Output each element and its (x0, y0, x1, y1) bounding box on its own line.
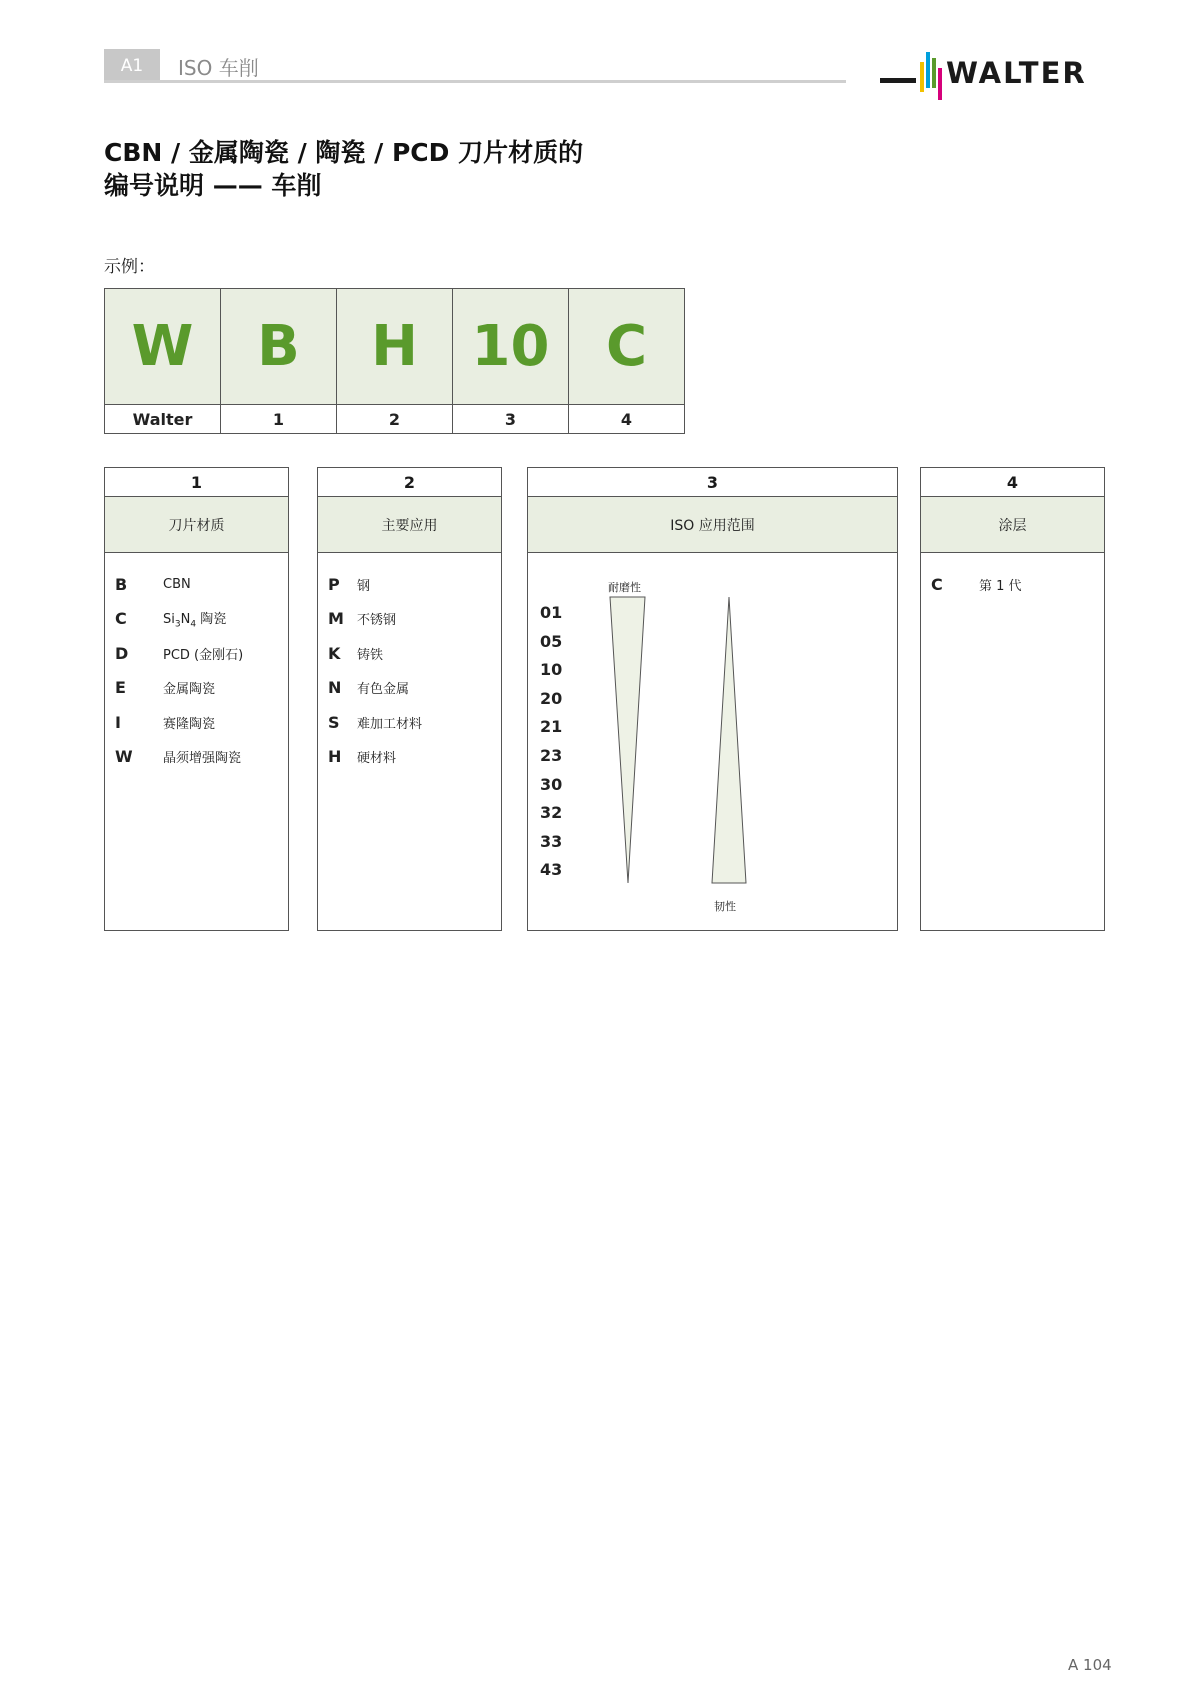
list-code: N (328, 678, 342, 698)
iso-grade: 05 (540, 631, 563, 651)
list-text: 钢 (357, 578, 371, 594)
list-text: 第 1 代 (979, 578, 1022, 594)
list-text: PCD (金刚石) (163, 647, 244, 663)
list-item (115, 671, 288, 706)
iso-grade: 33 (540, 831, 563, 851)
iso-grade: 10 (540, 660, 563, 680)
panel-number: 3 (528, 468, 897, 497)
panel-number: 1 (105, 468, 288, 497)
title-line-1: CBN / 金属陶瓷 / 陶瓷 / PCD 刀片材质的 (104, 138, 584, 167)
panel-coating (920, 467, 1105, 931)
wear-resistance-label: 耐磨性 (608, 581, 641, 594)
panel-heading: ISO 应用范围 (528, 497, 897, 553)
code-cell (220, 288, 337, 434)
list-item (115, 705, 288, 740)
list-code: I (115, 712, 121, 732)
code-position-label: 1 (272, 409, 285, 429)
logo-black-bar (880, 78, 916, 83)
code-letter: B (221, 289, 336, 405)
wear-resistance-wedge (610, 597, 645, 883)
list-text (163, 608, 226, 630)
logo-wordmark: WALTER (946, 56, 1087, 90)
logo-stripe-green (932, 58, 936, 88)
iso-grade: 21 (540, 717, 563, 737)
list-item (328, 636, 501, 671)
list-item (115, 636, 288, 671)
code-cell (104, 288, 221, 434)
formula-n: N (180, 611, 191, 627)
formula-si: Si (163, 611, 175, 627)
code-letter: W (105, 289, 220, 405)
list-code: D (115, 643, 129, 663)
example-label: 示例： (104, 257, 155, 277)
iso-wedges (528, 553, 897, 931)
code-position-label: 3 (504, 409, 517, 429)
iso-grade: 20 (540, 688, 563, 708)
list-item (328, 671, 501, 706)
panel-iso-range (527, 467, 898, 931)
list-code: B (115, 574, 128, 594)
list-code: M (328, 609, 344, 629)
list-text: 金属陶瓷 (163, 682, 216, 698)
list-item (328, 740, 501, 775)
list-text: CBN (163, 576, 191, 592)
formula-sub-3: 3 (174, 619, 181, 630)
toughness-label: 韧性 (714, 900, 736, 913)
logo-stripe-blue (926, 52, 930, 88)
section-title: ISO 车削 (178, 56, 259, 80)
list-code: P (328, 574, 340, 594)
list-text: 不锈钢 (357, 613, 397, 629)
list-item (931, 567, 1104, 602)
page-title (104, 136, 804, 202)
list-text: 硬材料 (357, 751, 397, 767)
list-code: C (931, 574, 943, 594)
code-letter: 10 (453, 289, 568, 405)
iso-grade: 30 (540, 774, 563, 794)
toughness-wedge (712, 597, 746, 883)
code-letter: H (337, 289, 452, 405)
list-text: 晶须增强陶瓷 (163, 751, 242, 767)
panel-heading: 涂层 (921, 497, 1104, 553)
coating-list (921, 553, 1104, 602)
list-item (328, 567, 501, 602)
list-item (328, 602, 501, 637)
list-text: 难加工材料 (357, 716, 423, 732)
iso-grade: 32 (540, 803, 563, 823)
panel-main-application (317, 467, 502, 931)
code-cell (452, 288, 569, 434)
panel-number: 4 (921, 468, 1104, 497)
title-line-2: 编号说明 —— 车削 (104, 171, 322, 200)
iso-grade: 01 (540, 603, 563, 622)
list-item (328, 705, 501, 740)
panel-heading: 刀片材质 (105, 497, 288, 553)
code-letter: C (569, 289, 684, 405)
material-list (105, 553, 288, 774)
list-code: C (115, 609, 127, 629)
code-example (104, 288, 684, 434)
logo-stripe-yellow (920, 62, 924, 92)
header-divider (104, 80, 846, 83)
list-text: 铸铁 (357, 647, 384, 663)
section-badge: A1 (104, 49, 160, 83)
code-cell (336, 288, 453, 434)
code-position-label: 2 (388, 409, 401, 429)
panel-heading: 主要应用 (318, 497, 501, 553)
page-number: A 104 (1068, 1656, 1112, 1674)
formula-sub-4: 4 (190, 619, 197, 630)
list-text: 有色金属 (357, 682, 410, 698)
list-code: K (328, 643, 341, 663)
list-code: H (328, 747, 342, 767)
list-code: S (328, 712, 340, 732)
iso-grade: 43 (540, 860, 563, 880)
iso-grade: 23 (540, 746, 563, 765)
logo-stripe-magenta (938, 68, 942, 100)
code-position-label: 4 (620, 409, 633, 429)
list-text: 赛隆陶瓷 (163, 716, 216, 732)
formula-tail: 陶瓷 (196, 611, 227, 627)
code-cell (568, 288, 685, 434)
list-code: E (115, 678, 126, 698)
application-list (318, 553, 501, 774)
panel-insert-material (104, 467, 289, 931)
list-item (115, 602, 288, 637)
list-item (115, 567, 288, 602)
list-item (115, 740, 288, 775)
iso-range-body (528, 553, 897, 931)
list-code: W (115, 747, 133, 767)
panel-number: 2 (318, 468, 501, 497)
code-position-label: Walter (132, 409, 193, 429)
